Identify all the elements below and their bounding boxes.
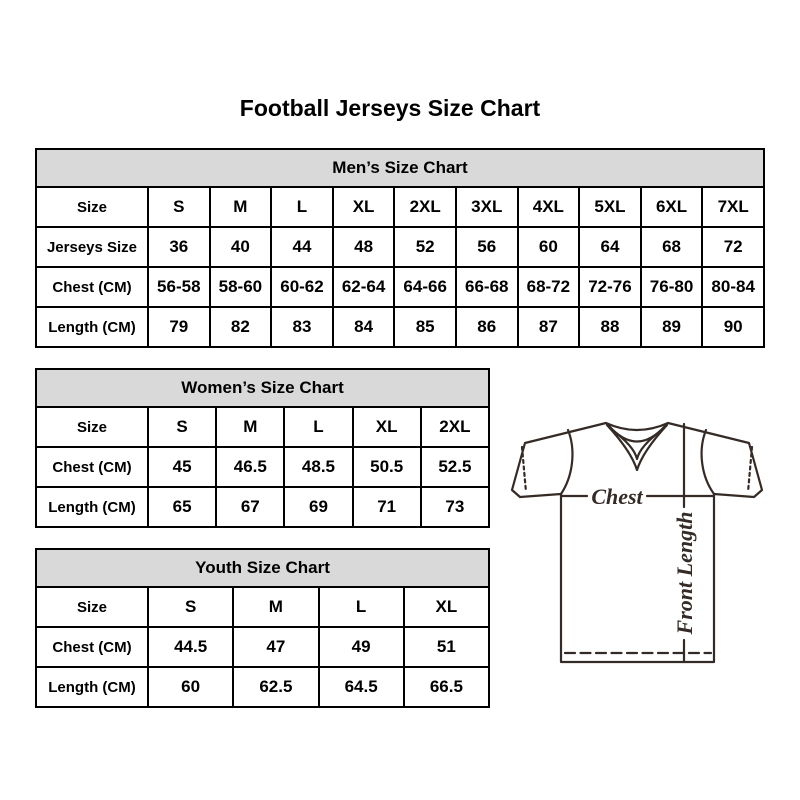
value-cell: M <box>210 187 272 227</box>
value-cell: 49 <box>319 627 404 667</box>
value-cell: 50.5 <box>353 447 421 487</box>
value-cell: 4XL <box>518 187 580 227</box>
table-row <box>36 447 489 487</box>
value-cell: 90 <box>702 307 764 347</box>
row-label-cell: Length (CM) <box>36 487 148 527</box>
value-cell: 40 <box>210 227 272 267</box>
front-length-label: Front Length <box>672 511 697 635</box>
womens-table <box>35 406 490 528</box>
value-cell: 46.5 <box>216 447 284 487</box>
value-cell: S <box>148 187 210 227</box>
value-cell: 65 <box>148 487 216 527</box>
value-cell: 68-72 <box>518 267 580 307</box>
value-cell: M <box>216 407 284 447</box>
value-cell: 86 <box>456 307 518 347</box>
jersey-diagram-svg <box>495 395 795 695</box>
value-cell: 44 <box>271 227 333 267</box>
value-cell: 45 <box>148 447 216 487</box>
value-cell: 64.5 <box>319 667 404 707</box>
value-cell: 84 <box>333 307 395 347</box>
value-cell: XL <box>333 187 395 227</box>
value-cell: 52 <box>394 227 456 267</box>
row-label-cell: Chest (CM) <box>36 267 148 307</box>
value-cell: 56-58 <box>148 267 210 307</box>
value-cell: 56 <box>456 227 518 267</box>
value-cell: 66.5 <box>404 667 489 707</box>
mens-size-chart-table <box>35 148 765 348</box>
table-row <box>36 407 489 447</box>
left-armhole-seam <box>561 430 572 494</box>
value-cell: 2XL <box>394 187 456 227</box>
womens-size-chart-table <box>35 368 490 528</box>
value-cell: 48 <box>333 227 395 267</box>
value-cell: 88 <box>579 307 641 347</box>
value-cell: 64-66 <box>394 267 456 307</box>
chest-label: Chest <box>591 484 643 509</box>
row-label-cell: Length (CM) <box>36 667 148 707</box>
right-armhole-seam <box>702 430 714 494</box>
value-cell: 44.5 <box>148 627 233 667</box>
value-cell: 67 <box>216 487 284 527</box>
womens-table-header: Women’s Size Chart <box>35 368 490 408</box>
value-cell: 47 <box>233 627 318 667</box>
table-row <box>36 587 489 627</box>
value-cell: 60-62 <box>271 267 333 307</box>
value-cell: 69 <box>284 487 352 527</box>
table-row <box>36 227 764 267</box>
table-row <box>36 487 489 527</box>
value-cell: 52.5 <box>421 447 489 487</box>
collar-top-arc <box>606 423 668 430</box>
table-row <box>36 267 764 307</box>
value-cell: 85 <box>394 307 456 347</box>
value-cell: 58-60 <box>210 267 272 307</box>
value-cell: 73 <box>421 487 489 527</box>
value-cell: 64 <box>579 227 641 267</box>
value-cell: 79 <box>148 307 210 347</box>
value-cell: 82 <box>210 307 272 347</box>
value-cell: S <box>148 587 233 627</box>
value-cell: XL <box>404 587 489 627</box>
value-cell: 6XL <box>641 187 703 227</box>
value-cell: XL <box>353 407 421 447</box>
youth-table <box>35 586 490 708</box>
value-cell: 7XL <box>702 187 764 227</box>
right-cuff-dashed-seam <box>748 447 752 492</box>
value-cell: 5XL <box>579 187 641 227</box>
value-cell: 2XL <box>421 407 489 447</box>
value-cell: 71 <box>353 487 421 527</box>
jersey-measurement-diagram <box>495 395 795 695</box>
table-row <box>36 307 764 347</box>
value-cell: 3XL <box>456 187 518 227</box>
value-cell: 76-80 <box>641 267 703 307</box>
row-label-cell: Size <box>36 187 148 227</box>
value-cell: L <box>319 587 404 627</box>
page-title: Football Jerseys Size Chart <box>239 95 541 121</box>
value-cell: 36 <box>148 227 210 267</box>
value-cell: 72 <box>702 227 764 267</box>
mens-table <box>35 186 765 348</box>
value-cell: S <box>148 407 216 447</box>
row-label-cell: Size <box>36 587 148 627</box>
value-cell: 89 <box>641 307 703 347</box>
value-cell: 62.5 <box>233 667 318 707</box>
row-label-cell: Length (CM) <box>36 307 148 347</box>
row-label-cell: Jerseys Size <box>36 227 148 267</box>
value-cell: 51 <box>404 627 489 667</box>
row-label-cell: Chest (CM) <box>36 447 148 487</box>
youth-table-header: Youth Size Chart <box>35 548 490 588</box>
value-cell: 80-84 <box>702 267 764 307</box>
left-cuff-dashed-seam <box>522 447 526 492</box>
row-label-cell: Chest (CM) <box>36 627 148 667</box>
value-cell: 66-68 <box>456 267 518 307</box>
value-cell: 48.5 <box>284 447 352 487</box>
value-cell: L <box>271 187 333 227</box>
value-cell: 87 <box>518 307 580 347</box>
row-label-cell: Size <box>36 407 148 447</box>
value-cell: 72-76 <box>579 267 641 307</box>
value-cell: 60 <box>148 667 233 707</box>
table-row <box>36 187 764 227</box>
value-cell: 68 <box>641 227 703 267</box>
value-cell: M <box>233 587 318 627</box>
youth-size-chart-table <box>35 548 490 708</box>
table-row <box>36 627 489 667</box>
value-cell: 62-64 <box>333 267 395 307</box>
value-cell: L <box>284 407 352 447</box>
mens-table-header: Men’s Size Chart <box>35 148 765 188</box>
value-cell: 60 <box>518 227 580 267</box>
value-cell: 83 <box>271 307 333 347</box>
table-row <box>36 667 489 707</box>
